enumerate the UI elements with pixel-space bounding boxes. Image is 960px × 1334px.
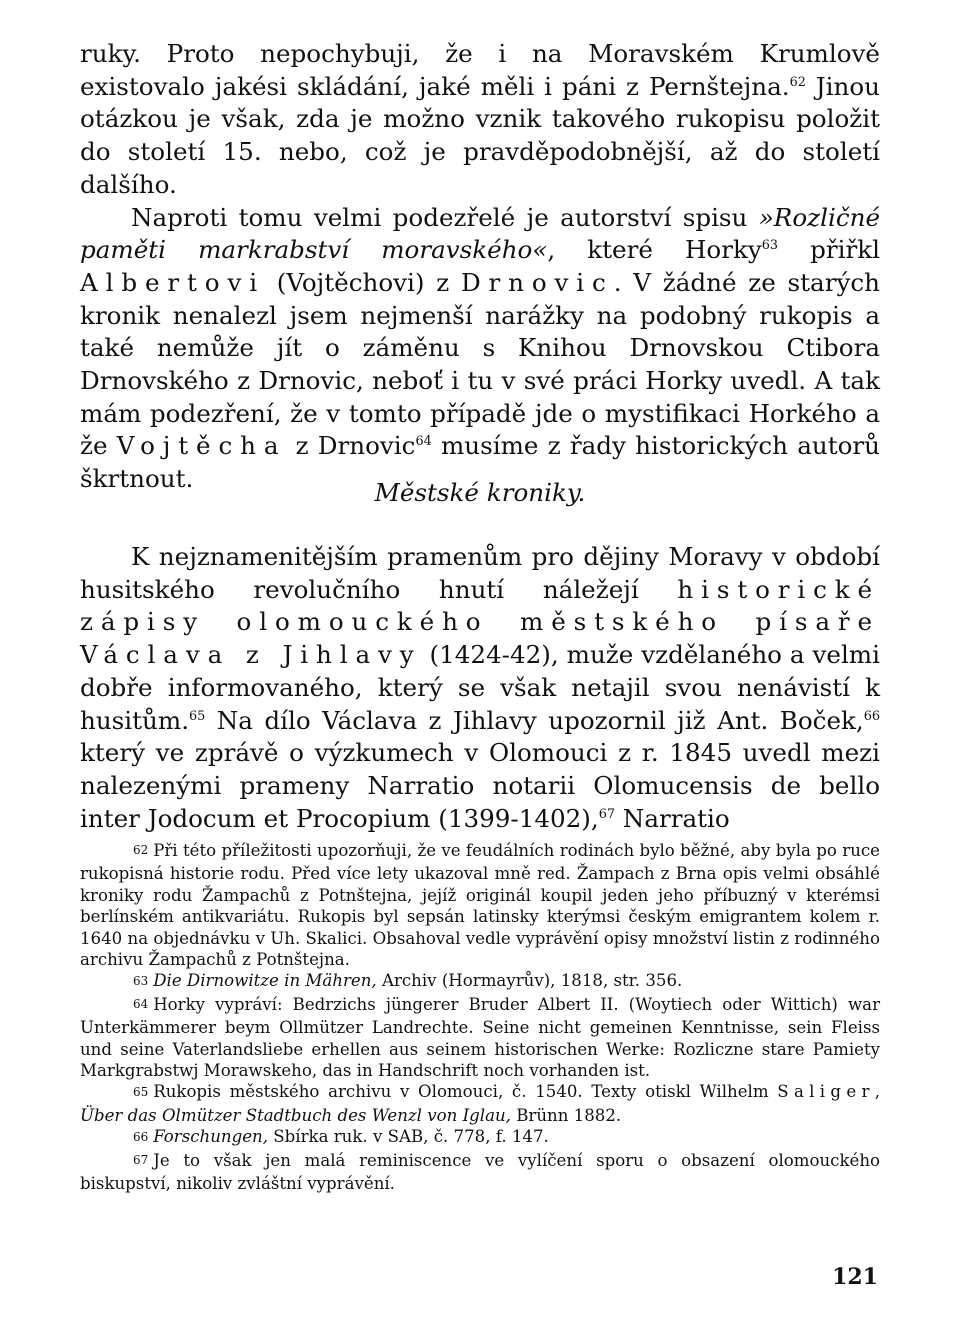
paragraph-3-text: Na dílo Václava z Jihlavy upozornil již Ant. Boček, bbox=[205, 705, 864, 735]
paragraph-3 bbox=[80, 541, 880, 835]
footnote-number: 67 bbox=[133, 1152, 149, 1167]
footnote-67 bbox=[80, 1150, 880, 1195]
footnote-text: Sbírka ruk. v SAB, č. 778, f. 147. bbox=[268, 1127, 549, 1147]
spaced-phrase: historické zápisy olomouckého městského písaře Václava z Jihlavy bbox=[80, 574, 880, 670]
footnote-64 bbox=[80, 994, 880, 1082]
footnotes bbox=[80, 840, 880, 1195]
paragraph-2 bbox=[80, 202, 880, 496]
footnote-ref-67: 67 bbox=[598, 806, 615, 822]
paragraph-1-text: ruky. Proto nepochybuji, že i na Moravském Krumlově existovalo jakési skládání, jaké měli i páni z Pernštejna. bbox=[80, 39, 880, 101]
paragraph-3-text: Narratio bbox=[614, 803, 730, 833]
paragraph-1-text-cont: Jinou otázkou je však, zda je možno vznik takového rukopisu položit do století 15. nebo, což je pravděpodobnější, až do století dalšího. bbox=[80, 71, 881, 199]
section-heading: Městské kroniky. bbox=[374, 478, 586, 507]
paragraph-3-text: který ve zprávě o výzkumech v Olomouci z r. 1845 uvedl mezi nalezenými prameny Narratio notarii Olomucensis de bello inter Jodocum et Procopium (1399-1402), bbox=[80, 738, 880, 833]
footnote-text: Je to však jen malá reminiscence ve vylíčení sporu o obsazení olomouckého biskupství, nikoliv zvláštní vyprávění. bbox=[80, 1150, 880, 1194]
spaced-name: Vojtěcha bbox=[116, 431, 287, 461]
paragraph-2-text: , které Horky bbox=[547, 235, 762, 265]
paragraph-2-text: přiřkl bbox=[778, 235, 880, 265]
paragraph-2-text: (Vojtěchovi) z bbox=[264, 267, 461, 297]
footnote-65 bbox=[80, 1081, 880, 1126]
paragraph-2-text: musíme z řady historických autorů škrtnout. bbox=[80, 431, 880, 494]
footnote-text: , bbox=[874, 1082, 880, 1102]
footnote-ref-62: 62 bbox=[789, 74, 806, 90]
footnote-italic-title: Über das Olmützer Stadtbuch des Wenzl von Iglau, bbox=[80, 1105, 511, 1125]
spaced-name: Saliger bbox=[777, 1082, 875, 1102]
footnote-ref-63: 63 bbox=[761, 238, 779, 254]
body-text-top bbox=[80, 38, 880, 496]
footnote-text: Rukopis městského archivu v Olomouci, č. 1540. Texty otiskl Wilhelm bbox=[153, 1082, 778, 1102]
footnote-text: Brünn 1882. bbox=[510, 1105, 622, 1125]
footnote-number: 63 bbox=[133, 973, 149, 988]
paragraph-2-text: Naproti tomu velmi podezřelé je autorství spisu bbox=[131, 202, 759, 232]
footnote-number: 62 bbox=[133, 843, 149, 858]
body-text-bottom bbox=[80, 541, 880, 835]
paragraph-2-text: z Drnovic bbox=[286, 431, 416, 461]
footnote-62 bbox=[80, 840, 880, 970]
footnote-italic-title: Die Dirnowitze in Mähren, bbox=[153, 971, 377, 991]
paragraph-2-text: . V žádné ze starých kronik nenalezl jsem nejmenší narážky na podobný rukopis a také nemůže jít o záměnu s Knihou Drnovskou Ctibora Drnovského z Drnovic, neboť i tu v své práci Horky uvedl. A tak mám podezření, že v tomto případě jde o mystifikaci Horkého a že bbox=[80, 267, 880, 461]
footnote-ref-66: 66 bbox=[863, 708, 880, 724]
footnote-text: Archiv (Hormayrův), 1818, str. 356. bbox=[376, 971, 683, 991]
footnote-66 bbox=[80, 1126, 880, 1149]
footnote-ref-65: 65 bbox=[189, 708, 206, 724]
paragraph-1 bbox=[80, 38, 880, 202]
footnote-text: Při této příležitosti upozorňuji, že ve feudálních rodinách bylo běžné, aby byla po ruce rukopisná historie rodu. Před více lety ukazoval mně red. Žampach z Brna opis velmi obsáhlé kroniky rodu Žampachů z Potnštejna, jejíž originál koupil jeden jeho příbuzný v kterémsi berlínském antikvariátu. Rukopis byl sepsán latinsky kterýmsi českým emigrantem kolem r. 1640 na objednávku v Uh. Skalici. Obsahoval vedle vyprávění opisy množství listin z rodinného archivu Žampachů z Potnštejna. bbox=[80, 841, 880, 970]
footnote-63 bbox=[80, 970, 880, 993]
paragraph-3-text: K nejznamenitějším pramenům pro dějiny Moravy v období husitského revolučního hnutí náležejí bbox=[80, 542, 880, 604]
footnote-ref-64: 64 bbox=[415, 434, 432, 450]
footnote-number: 65 bbox=[133, 1084, 149, 1099]
page-number: 121 bbox=[832, 1264, 878, 1290]
footnote-text: Horky vypráví: Bedrzichs jüngerer Bruder Albert II. (Woytiech oder Wittich) war Unterkämmerer beym Ollmützer Landrechte. Seine nicht gemeinen Kenntnisse, sein Fleiss und seine Vaterlandsliebe erhellen aus seinem historischen Werke: Rozliczne stare Pamiety Markgrabstwj Morawskeho, das in Handschrift noch vorhanden ist. bbox=[80, 994, 880, 1081]
footnote-number: 64 bbox=[133, 997, 149, 1012]
spaced-name: Drnovic bbox=[460, 267, 614, 297]
footnote-italic-title: Forschungen, bbox=[153, 1127, 269, 1147]
spaced-name: Albertovi bbox=[80, 267, 265, 297]
work-title-italic: »Rozličné paměti markrabství moravského« bbox=[80, 202, 880, 265]
footnote-number: 66 bbox=[133, 1129, 149, 1144]
paragraph-3-text: (1424-42), muže vzdělaného a velmi dobře informovaného, který se však netajil svou nenávistí k husitům. bbox=[80, 640, 880, 735]
